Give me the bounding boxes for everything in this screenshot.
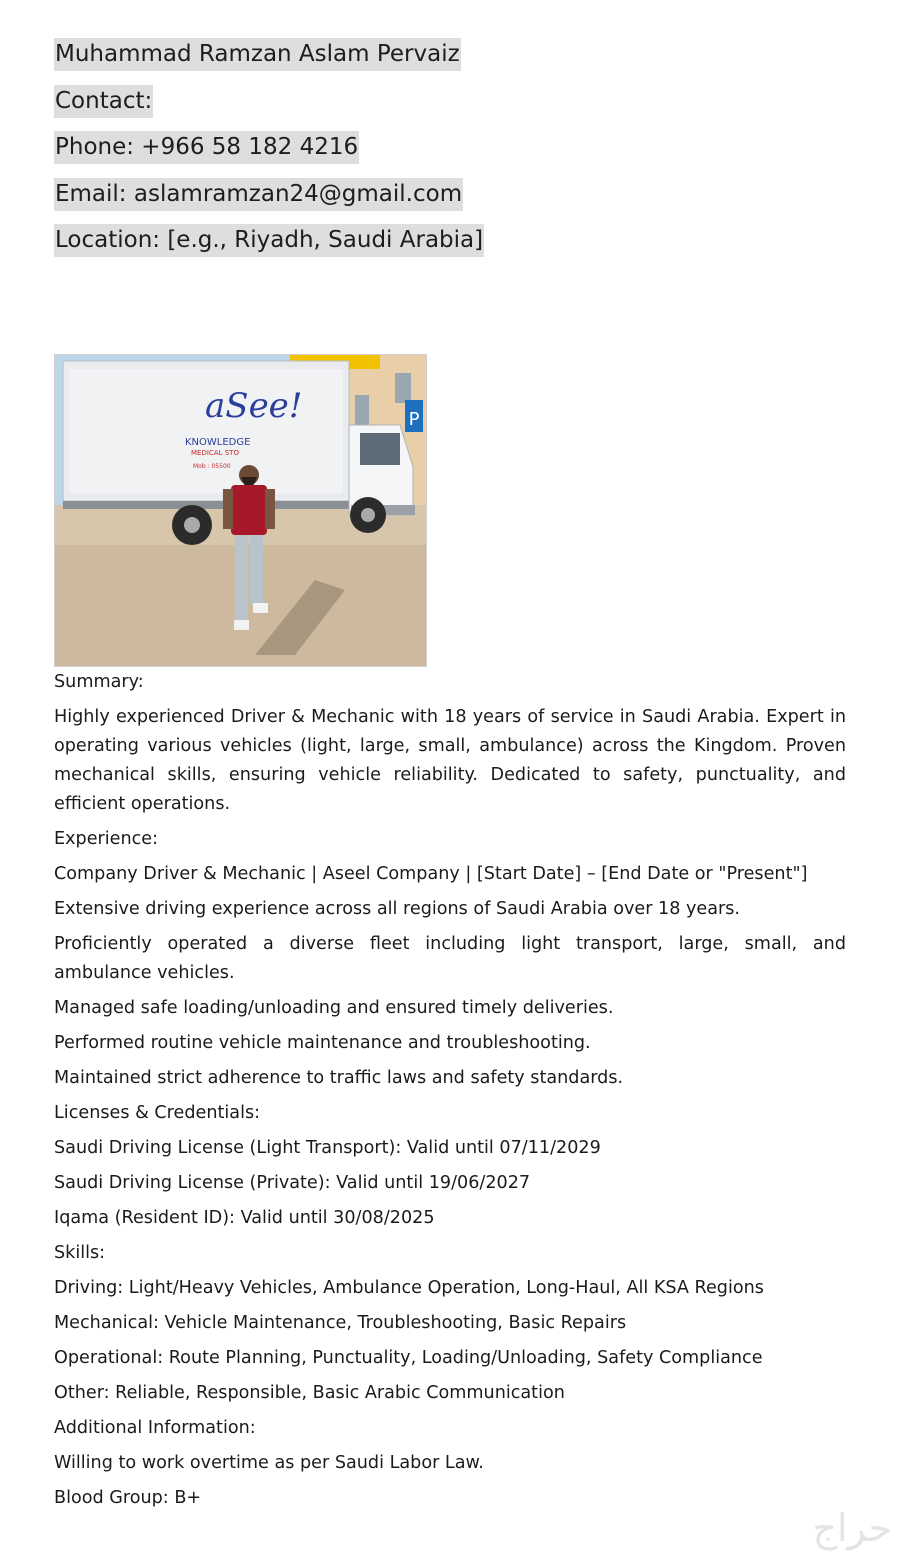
location-line: Location: [e.g., Riyadh, Saudi Arabia]: [54, 224, 484, 257]
experience-item: Extensive driving experience across all regions of Saudi Arabia over 18 years.: [54, 899, 741, 919]
watermark-logo: حراج: [812, 1506, 892, 1550]
skill-item: Mechanical: Vehicle Maintenance, Troubleshooting, Basic Repairs: [54, 1313, 627, 1333]
licenses-heading: Licenses & Credentials:: [54, 1103, 261, 1123]
email-line: Email: aslamramzan24@gmail.com: [54, 178, 463, 211]
license-item: Iqama (Resident ID): Valid until 30/08/2025: [54, 1208, 435, 1228]
skills-heading: Skills:: [54, 1243, 106, 1263]
experience-item: Performed routine vehicle maintenance and troubleshooting.: [54, 1033, 591, 1053]
skill-item: Driving: Light/Heavy Vehicles, Ambulance Operation, Long-Haul, All KSA Regions: [54, 1278, 764, 1298]
license-item: Saudi Driving License (Light Transport): Valid until 07/11/2029: [54, 1138, 601, 1158]
summary-heading: Summary:: [54, 672, 144, 692]
profile-photo: [54, 354, 427, 667]
truck-logo-sub2: MEDICAL STO: [191, 449, 239, 457]
experience-item: Company Driver & Mechanic | Aseel Company | [Start Date] – [End Date or "Present"]: [54, 864, 808, 884]
truck-logo-sub: KNOWLEDGE: [185, 437, 251, 448]
contact-heading: Contact:: [54, 85, 153, 118]
truck-logo: aSee!: [205, 386, 303, 426]
experience-item: Proficiently operated a diverse fleet including light transport, large, small, and ambulance vehicles.: [54, 934, 846, 983]
contact-header: [54, 38, 484, 271]
skill-item: Other: Reliable, Responsible, Basic Arabic Communication: [54, 1383, 565, 1403]
skill-item: Operational: Route Planning, Punctuality, Loading/Unloading, Safety Compliance: [54, 1348, 763, 1368]
experience-item: Managed safe loading/unloading and ensured timely deliveries.: [54, 998, 614, 1018]
phone-line: Phone: +966 58 182 4216: [54, 131, 359, 164]
summary-text: Highly experienced Driver & Mechanic with 18 years of service in Saudi Arabia. Expert in operating various vehicles (light, large, small, ambulance) across the Kingdom. Proven mechanical skills, ensuring vehicle reliability. Dedicated to safety, punctuality, and efficient operations.: [54, 707, 846, 814]
truck-mob: Mob : 05500: [193, 463, 231, 470]
license-item: Saudi Driving License (Private): Valid until 19/06/2027: [54, 1173, 531, 1193]
additional-item: Blood Group: B+: [54, 1488, 202, 1508]
resume-body: [54, 668, 846, 1519]
parking-sign: P: [408, 409, 420, 430]
additional-heading: Additional Information:: [54, 1418, 256, 1438]
additional-item: Willing to work overtime as per Saudi Labor Law.: [54, 1453, 484, 1473]
experience-item: Maintained strict adherence to traffic laws and safety standards.: [54, 1068, 624, 1088]
experience-heading: Experience:: [54, 829, 159, 849]
candidate-name: Muhammad Ramzan Aslam Pervaiz: [54, 38, 461, 71]
